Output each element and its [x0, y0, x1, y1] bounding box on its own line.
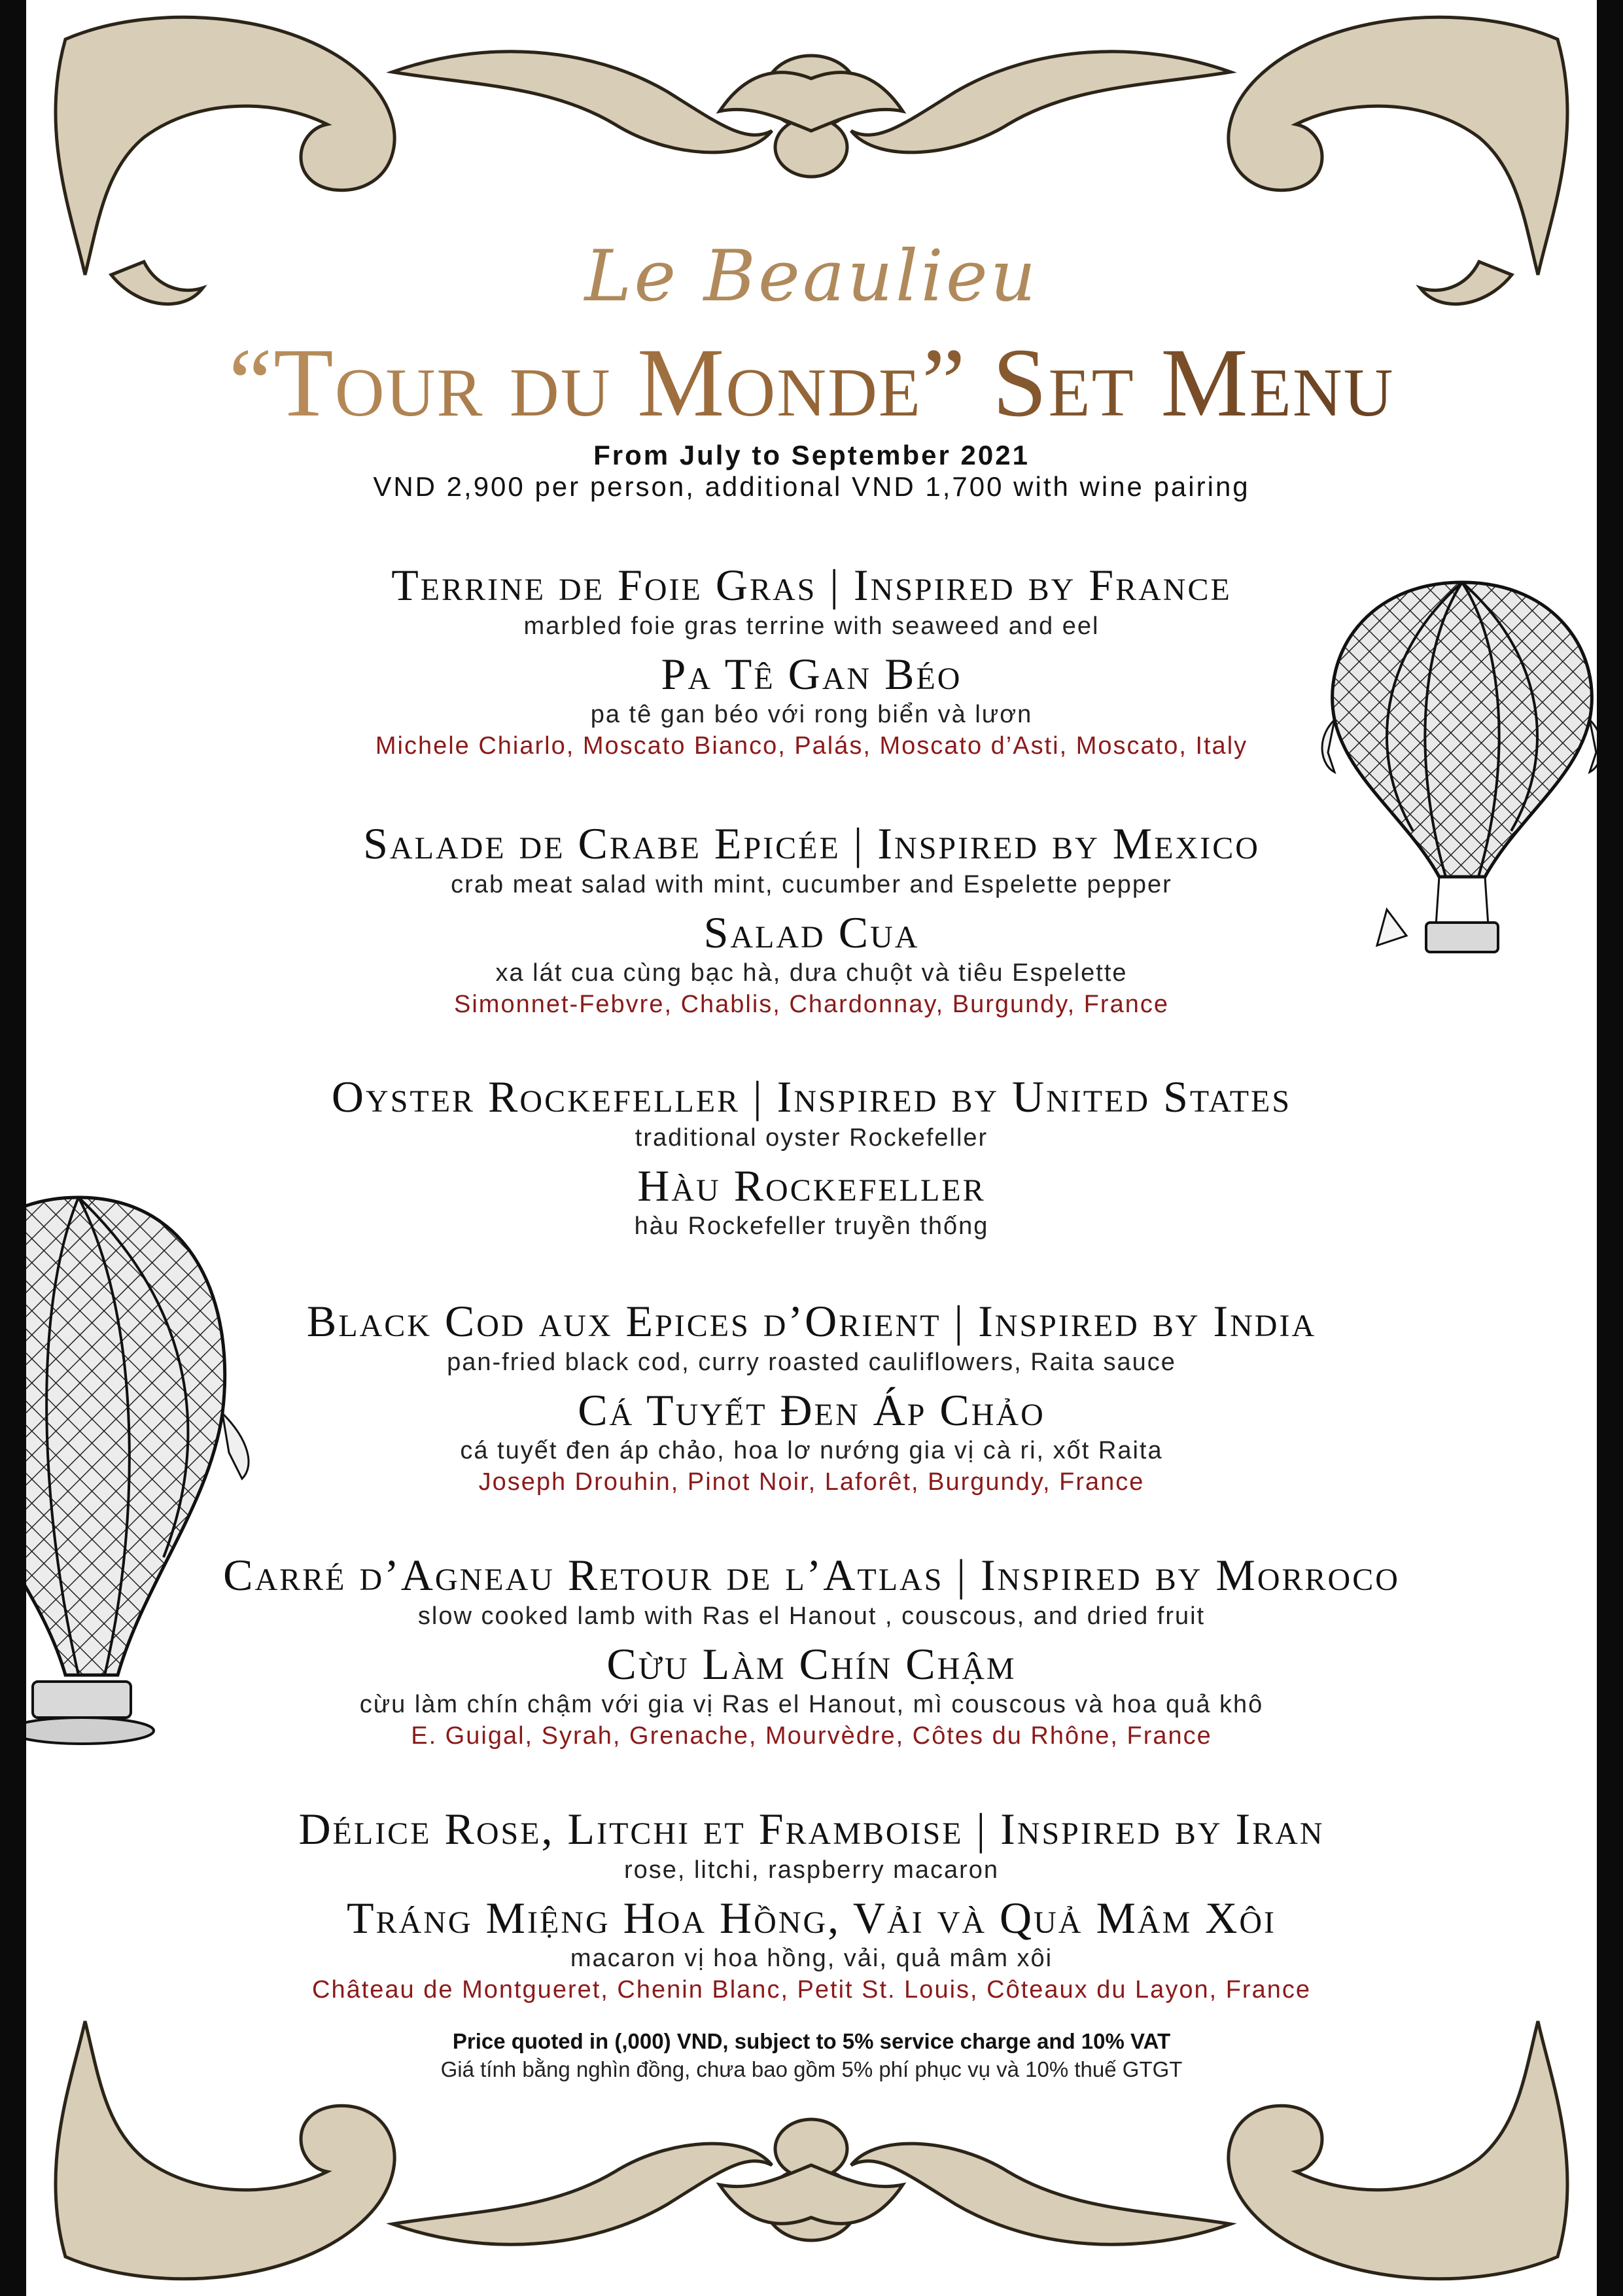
course-vn-name: Pa Tê Gan Béo — [661, 649, 962, 699]
course-wine: E. Guigal, Syrah, Grenache, Mourvèdre, Côtes du Rhône, France — [411, 1722, 1212, 1750]
bottom-ornament-frame — [26, 1956, 1597, 2296]
course-wine: Joseph Drouhin, Pinot Noir, Laforêt, Burgundy, France — [478, 1468, 1145, 1496]
course-vn-description: pa tê gan béo với rong biển và lươn — [590, 701, 1033, 728]
footnote-english: Price quoted in (,000) VND, subject to 5% service charge and 10% VAT — [452, 2029, 1171, 2053]
course-description: marbled foie gras terrine with seaweed and eel — [523, 612, 1100, 640]
menu-period: From July to September 2021 — [593, 440, 1030, 470]
course-name: Terrine de Foie Gras | Inspired by France — [391, 560, 1232, 610]
menu-price: VND 2,900 per person, additional VND 1,700 with wine pairing — [373, 471, 1250, 502]
course-description: pan-fried black cod, curry roasted cauliflowers, Raita sauce — [447, 1349, 1176, 1376]
footnote-vietnamese: Giá tính bằng nghìn đồng, chưa bao gồm 5% phí phục vụ và 10% thuế GTGT — [440, 2057, 1183, 2081]
course-vn-description: cá tuyết đen áp chảo, hoa lơ nướng gia vị cà ri, xốt Raita — [460, 1437, 1163, 1464]
course-vn-name: Salad Cua — [703, 908, 920, 957]
course-vn-description: cừu làm chín chậm với gia vị Ras el Hanout, mì couscous và hoa quả khô — [359, 1691, 1264, 1718]
course-5 — [26, 1549, 1597, 1752]
brand-name: Le Beaulieu — [584, 236, 1039, 317]
course-description: rose, litchi, raspberry macaron — [623, 1856, 1000, 1884]
course-description: slow cooked lamb with Ras el Hanout , couscous, and dried fruit — [417, 1602, 1206, 1630]
menu-page — [26, 0, 1597, 2296]
course-wine: Château de Montgueret, Chenin Blanc, Petit St. Louis, Côteaux du Layon, France — [312, 1976, 1311, 2004]
course-6 — [26, 1803, 1597, 2006]
course-name: Carré d’Agneau Retour de l’Atlas | Inspired by Morroco — [223, 1550, 1400, 1600]
course-vn-name: Cá Tuyết Đen Áp Chảo — [578, 1385, 1045, 1435]
course-2 — [26, 818, 1597, 1021]
course-vn-name: Hàu Rockefeller — [637, 1161, 986, 1210]
course-vn-description: hàu Rockefeller truyền thống — [634, 1212, 989, 1240]
course-name: Oyster Rockefeller | Inspired by United States — [331, 1072, 1292, 1122]
course-4 — [26, 1296, 1597, 1498]
course-name: Salade de Crabe Epicée | Inspired by Mexico — [363, 819, 1260, 868]
price-footnote — [26, 2027, 1597, 2083]
course-vn-name: Tráng Miệng Hoa Hồng, Vải và Quả Mâm Xôi — [346, 1893, 1277, 1943]
course-description: traditional oyster Rockefeller — [635, 1124, 988, 1152]
course-name: Délice Rose, Litchi et Framboise | Inspired by Iran — [298, 1804, 1325, 1854]
course-name: Black Cod aux Epices d’Orient | Inspired by India — [306, 1296, 1317, 1346]
course-wine: Simonnet-Febvre, Chablis, Chardonnay, Burgundy, France — [454, 991, 1169, 1018]
course-description: crab meat salad with mint, cucumber and Espelette pepper — [451, 871, 1172, 898]
course-vn-name: Cừu Làm Chín Chậm — [606, 1639, 1017, 1689]
course-vn-description: xa lát cua cùng bạc hà, dưa chuột và tiêu Espelette — [495, 959, 1128, 987]
course-vn-description: macaron vị hoa hồng, vải, quả mâm xôi — [570, 1945, 1053, 1972]
course-wine: Michele Chiarlo, Moscato Bianco, Palás, Moscato d’Asti, Moscato, Italy — [375, 732, 1248, 760]
course-3 — [26, 1071, 1597, 1241]
course-1 — [26, 559, 1597, 762]
menu-title: “Tour du Monde” Set Menu — [26, 334, 1597, 432]
